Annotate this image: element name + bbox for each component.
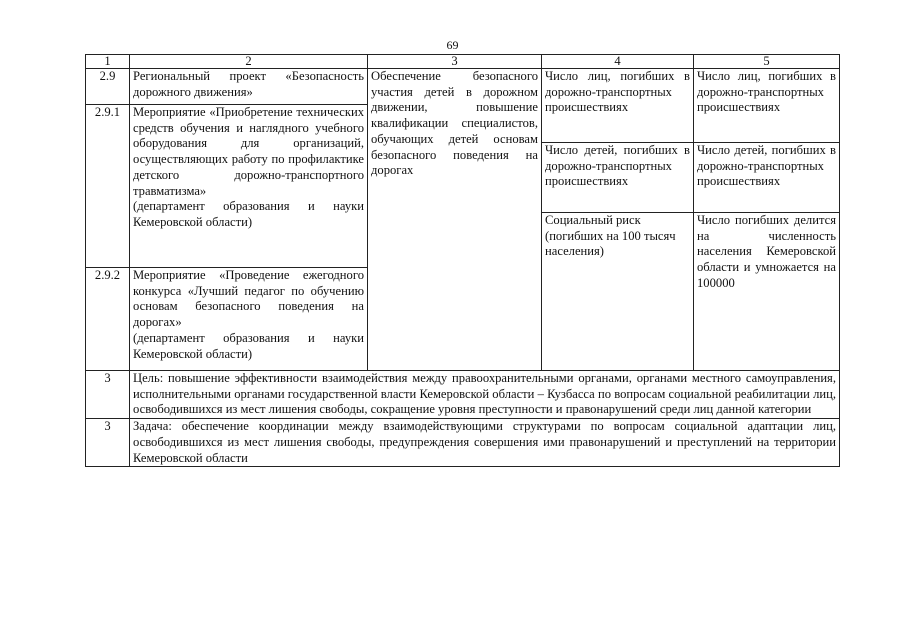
row-number-2-9-2: 2.9.2 — [86, 268, 130, 371]
program-table — [85, 54, 840, 467]
column-number-row — [86, 55, 840, 69]
column-number-3: 3 — [368, 55, 542, 69]
table-row — [86, 419, 840, 467]
indicator-2-calculation: Число детей, погибших в дорожно-транспортных происшествиях — [694, 143, 840, 213]
table-row — [86, 371, 840, 419]
section-goal-text: Цель: повышение эффективности взаимодействия между правоохранительными органами, органами местного самоуправления, исполнительными органами государственной власти Кемеровской области – Кузбасса по вопросам социальной реабилитации лиц, освободившихся из мест лишения свободы, сокращение уровня преступности и правонарушений среди лиц данной категории — [130, 371, 840, 419]
row-number-3-task: 3 — [86, 419, 130, 467]
indicator-1-name: Число лиц, погибших в дорожно-транспортных происшествиях — [542, 69, 694, 143]
table-row — [86, 69, 840, 105]
activity-2-9-1-department: (департамент образования и науки Кемеровской области) — [133, 199, 364, 229]
indicator-1-calculation: Число лиц, погибших в дорожно-транспортных происшествиях — [694, 69, 840, 143]
section-task-text: Задача: обеспечение координации между взаимодействующими структурами по вопросам социальной адаптации лиц, освободившихся из мест лишения свободы, предупреждения совершения ими правонарушений и преступлений на территории Кемеровской области — [130, 419, 840, 467]
activity-2-9-1-cell — [130, 105, 368, 268]
column-number-5: 5 — [694, 55, 840, 69]
activity-2-9-2-cell — [130, 268, 368, 371]
row-number-2-9: 2.9 — [86, 69, 130, 105]
activity-2-9-2-name: Мероприятие «Проведение ежегодного конкурса «Лучший педагог по обучению основам безопасного поведения на дорогах» — [133, 268, 364, 330]
activity-2-9-2-department: (департамент образования и науки Кемеровской области) — [133, 330, 364, 361]
column-number-1: 1 — [86, 55, 130, 69]
row-number-3-goal: 3 — [86, 371, 130, 419]
indicator-3-name: Социальный риск (погибших на 100 тысяч населения) — [542, 213, 694, 371]
indicator-3-calculation: Число погибших делится на численность населения Кемеровской области и умножается на 100000 — [694, 213, 840, 371]
activity-2-9-1-name: Мероприятие «Приобретение технических средств обучения и наглядного учебного оборудования для организаций, осуществляющих работу по профилактике детского дорожно-транспортного травматизма» — [133, 105, 364, 198]
regional-project-name: Региональный проект «Безопасность дорожного движения» — [130, 69, 368, 105]
project-goal-text: Обеспечение безопасного участия детей в дорожном движении, повышение квалификации специалистов, обучающих детей основам безопасного поведения на дорогах — [368, 69, 542, 371]
indicator-2-name: Число детей, погибших в дорожно-транспортных происшествиях — [542, 143, 694, 213]
column-number-4: 4 — [542, 55, 694, 69]
row-number-2-9-1: 2.9.1 — [86, 105, 130, 268]
page-number: 69 — [446, 38, 459, 52]
column-number-2: 2 — [130, 55, 368, 69]
